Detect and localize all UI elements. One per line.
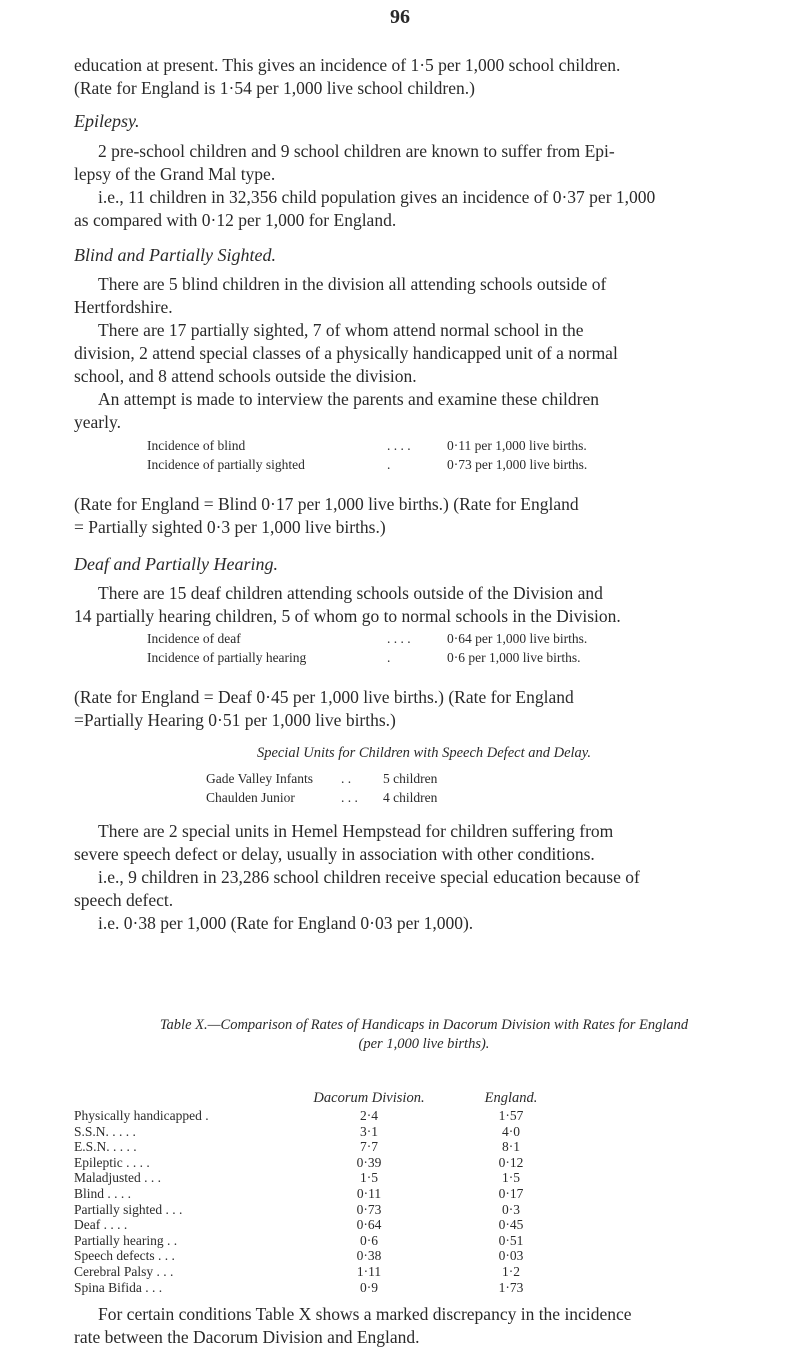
text-line: lepsy of the Grand Mal type. (74, 164, 276, 184)
incidence-row (147, 648, 587, 667)
text-line: (Rate for England = Deaf 0·45 per 1,000 live births.) (Rate for England (74, 687, 574, 707)
dacorum-rate: 7·7 (360, 1139, 378, 1155)
leader-dots: . . . . (107, 1185, 132, 1201)
blind-incidence-list (147, 436, 587, 474)
unit-name: Gade Valley Infants (206, 771, 313, 786)
condition-name: Cerebral Palsy (74, 1263, 154, 1279)
speech-paragraph (74, 820, 774, 935)
table-row (74, 1186, 566, 1202)
incidence-value: 0·6 per 1,000 live births. (447, 650, 581, 665)
unit-count: 4 children (383, 790, 438, 805)
table-row (74, 1233, 566, 1249)
table-row (74, 1170, 566, 1186)
blind-rates (74, 493, 774, 539)
england-rate: 0·17 (498, 1185, 524, 1201)
condition-cell (74, 1108, 282, 1124)
england-rate: 8·1 (502, 1139, 520, 1155)
unit-count: 5 children (383, 771, 438, 786)
text-line: There are 5 blind children in the division all attending schools outside of (98, 274, 607, 294)
deaf-paragraph (74, 582, 774, 628)
table-row (74, 1139, 566, 1155)
page-number: 96 (390, 6, 410, 28)
column-header-condition (74, 1089, 282, 1108)
text-line: = Partially sighted 0·3 per 1,000 live births.) (74, 517, 386, 537)
table-row (74, 1202, 566, 1218)
table-row (74, 1280, 566, 1296)
condition-name: Maladjusted (74, 1170, 141, 1186)
column-header-dacorum: Dacorum Division. (313, 1089, 425, 1106)
condition-name: Partially hearing (74, 1232, 164, 1248)
incidence-value: 0·73 per 1,000 live births. (447, 457, 588, 472)
leader-dots: . . . (157, 1248, 175, 1264)
england-rate: 0·12 (498, 1154, 524, 1170)
text-line: There are 15 deaf children attending schools outside of the Division and (98, 583, 603, 603)
unit-row (206, 769, 437, 788)
text-line: An attempt is made to interview the parents and examine these children (98, 389, 600, 409)
text-line: yearly. (74, 412, 121, 432)
condition-name: Spina Bifida (74, 1279, 142, 1295)
text-line: There are 2 special units in Hemel Hempstead for children suffering from (98, 821, 614, 841)
england-rate: 1·73 (498, 1279, 524, 1295)
deaf-rates (74, 686, 774, 732)
text-line: 14 partially hearing children, 5 of whom go to normal schools in the Division. (74, 606, 621, 626)
condition-name: Speech defects (74, 1248, 155, 1264)
condition-cell (74, 1248, 282, 1264)
epilepsy-paragraph (74, 140, 774, 232)
incidence-row (147, 436, 587, 455)
unit-name: Chaulden Junior (206, 790, 295, 805)
leader-dots: . . . . (103, 1217, 128, 1233)
text-line: severe speech defect or delay, usually in association with other conditions. (74, 844, 595, 864)
incidence-value: 0·64 per 1,000 live births. (447, 631, 588, 646)
intro-paragraph (74, 54, 774, 100)
blind-heading: Blind and Partially Sighted. (74, 245, 276, 265)
table-row (74, 1124, 566, 1140)
leader-dots: . . . (145, 1279, 163, 1295)
incidence-row (147, 629, 587, 648)
leader-dots: . . . (156, 1263, 174, 1279)
table-row (74, 1248, 566, 1264)
text-line: i.e., 9 children in 23,286 school children receive special education because of (98, 867, 640, 887)
closing-paragraph (74, 1303, 774, 1349)
dacorum-rate: 2·4 (360, 1108, 378, 1123)
dacorum-rate: 0·9 (360, 1279, 378, 1295)
comparison-table (74, 1089, 566, 1295)
england-rate: 0·3 (502, 1201, 520, 1217)
dacorum-rate: 0·39 (356, 1154, 382, 1170)
dacorum-rate: 0·38 (356, 1248, 382, 1264)
leader-dots: . . . (144, 1170, 161, 1186)
england-rate: 0·03 (498, 1248, 524, 1264)
condition-name: Physically handicapped (74, 1108, 202, 1123)
condition-name: Blind (74, 1185, 105, 1201)
text-line: There are 17 partially sighted, 7 of whom attend normal school in the (98, 320, 584, 340)
condition-cell (74, 1233, 282, 1249)
condition-cell (74, 1202, 282, 1218)
incidence-label: Incidence of blind (147, 438, 246, 453)
text-line: (Rate for England = Blind 0·17 per 1,000 live births.) (Rate for England (74, 494, 579, 514)
dacorum-rate: 0·11 (356, 1185, 382, 1201)
england-rate: 1·5 (502, 1170, 520, 1186)
incidence-row (147, 455, 587, 474)
dacorum-rate: 0·6 (360, 1232, 378, 1248)
deaf-incidence-list (147, 629, 587, 667)
incidence-value: 0·11 per 1,000 live births. (447, 438, 587, 453)
speech-heading: Special Units for Children with Speech Defect and Delay. (256, 745, 592, 761)
leader-dots: . (387, 457, 391, 472)
england-rate: 0·45 (498, 1217, 524, 1233)
leader-dots: . . . (341, 790, 358, 805)
condition-name: Deaf (74, 1217, 101, 1233)
dacorum-rate: 3·1 (360, 1123, 378, 1139)
deaf-heading: Deaf and Partially Hearing. (74, 554, 278, 574)
dacorum-rate: 1·11 (356, 1263, 382, 1279)
condition-cell (74, 1186, 282, 1202)
text-line: 2 pre-school children and 9 school children are known to suffer from Epi- (98, 141, 615, 161)
leader-dots: . . . (165, 1201, 183, 1217)
table-row (74, 1217, 566, 1233)
leader-dots: . . . . (113, 1139, 137, 1155)
text-line: Hertfordshire. (74, 297, 173, 317)
text-line: (Rate for England is 1·54 per 1,000 live school children.) (74, 78, 475, 98)
table-body (74, 1108, 566, 1295)
condition-name: S.S.N. (74, 1123, 109, 1139)
text-line: i.e., 11 children in 32,356 child population gives an incidence of 0·37 per 1,000 (98, 187, 656, 207)
leader-dots: . . . . (126, 1154, 150, 1170)
incidence-label: Incidence of deaf (147, 631, 241, 646)
leader-dots: . . (341, 771, 352, 786)
table-row (74, 1108, 566, 1124)
leader-dots: . . . . (387, 631, 411, 646)
incidence-label: Incidence of partially sighted (147, 457, 305, 472)
england-rate: 1·2 (502, 1263, 520, 1279)
table-row (74, 1155, 566, 1171)
condition-cell (74, 1264, 282, 1280)
condition-cell (74, 1139, 282, 1155)
unit-row (206, 788, 437, 807)
blind-paragraph (74, 273, 774, 434)
condition-name: Partially sighted (74, 1201, 163, 1217)
incidence-label: Incidence of partially hearing (147, 650, 307, 665)
condition-name: E.S.N. (74, 1139, 110, 1155)
england-rate: 0·51 (498, 1232, 524, 1248)
leader-dots: . (387, 650, 391, 665)
leader-dots: . . . . (112, 1123, 136, 1139)
condition-cell (74, 1124, 282, 1140)
text-line: rate between the Dacorum Division and England. (74, 1327, 420, 1347)
text-line: i.e. 0·38 per 1,000 (Rate for England 0·03 per 1,000). (98, 913, 474, 933)
condition-name: Epileptic (74, 1154, 123, 1170)
text-line: For certain conditions Table X shows a marked discrepancy in the incidence (98, 1304, 632, 1324)
england-rate: 4·0 (502, 1123, 520, 1139)
table-title (74, 1016, 774, 1054)
text-line: speech defect. (74, 890, 174, 910)
leader-dots: . . . . (387, 438, 411, 453)
text-line: as compared with 0·12 per 1,000 for England. (74, 210, 397, 230)
condition-cell (74, 1155, 282, 1171)
column-header-england: England. (484, 1089, 538, 1106)
leader-dots: . (205, 1108, 209, 1123)
table-header-row (74, 1089, 566, 1108)
text-line: =Partially Hearing 0·51 per 1,000 live births.) (74, 710, 396, 730)
england-rate: 1·57 (498, 1108, 524, 1123)
text-line: school, and 8 attend schools outside the division. (74, 366, 417, 386)
leader-dots: . . (166, 1232, 178, 1248)
text-line: education at present. This gives an incidence of 1·5 per 1,000 school children. (74, 55, 621, 75)
speech-units-list (206, 769, 437, 807)
condition-cell (74, 1280, 282, 1296)
dacorum-rate: 0·73 (356, 1201, 382, 1217)
condition-cell (74, 1170, 282, 1186)
table-title-line: (per 1,000 live births). (358, 1036, 490, 1052)
epilepsy-heading: Epilepsy. (74, 111, 140, 131)
condition-cell (74, 1217, 282, 1233)
table-title-line: Table X.—Comparison of Rates of Handicaps in Dacorum Division with Rates for England (159, 1017, 689, 1033)
text-line: division, 2 attend special classes of a physically handicapped unit of a normal (74, 343, 618, 363)
table-row (74, 1264, 566, 1280)
dacorum-rate: 1·5 (360, 1170, 378, 1186)
dacorum-rate: 0·64 (356, 1217, 382, 1233)
